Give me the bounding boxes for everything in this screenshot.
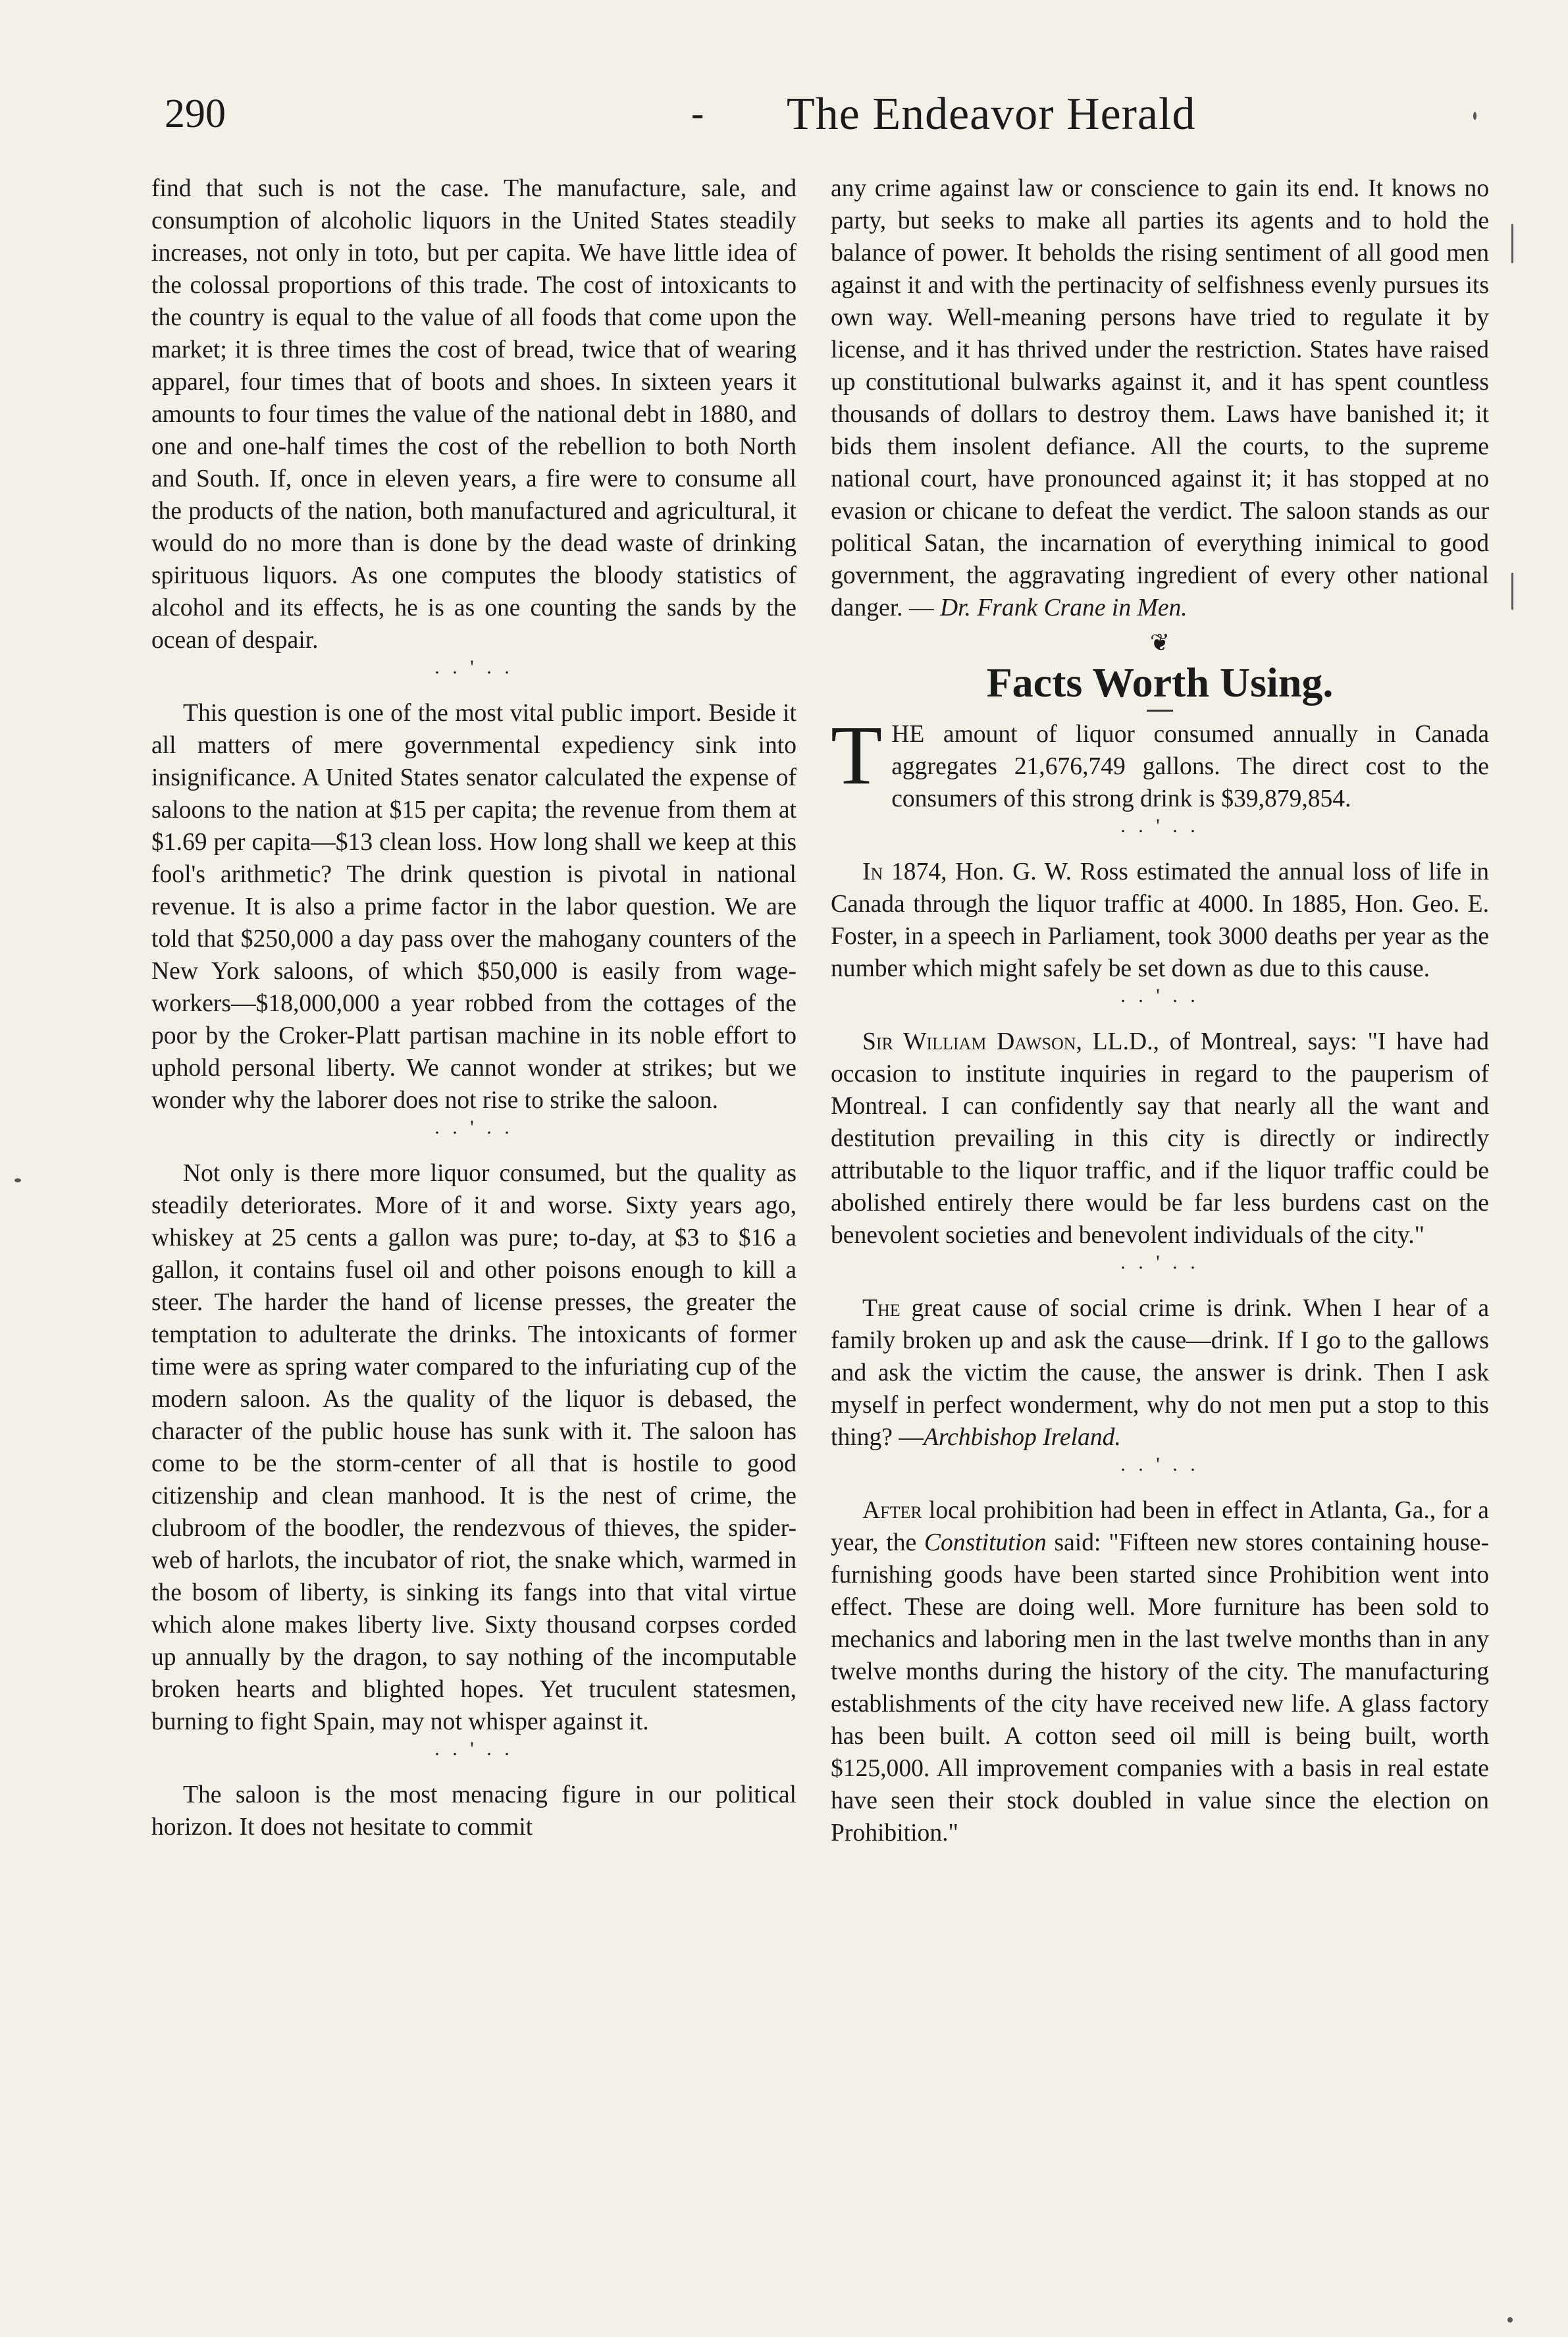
fact-paragraph-2 [831, 856, 1489, 985]
fact-paragraph-4 [831, 1292, 1489, 1454]
left-paragraph-3: Not only is there more liquor consumed, but the quality as steadily deteriorates. More of it and worse. Sixty years ago, whiskey at 25 cents a gallon was pure; to-day, at $3 to $16 a gallon, it contains fusel oil and other poisons enough to kill a steer. The harder the hand of license presses, the greater the temptation to adulterate the drinks. The intoxicants of former time were as spring water compared to the infuriating cup of the modern saloon. As the quality of the liquor is debased, the character of the public house has sunk with it. The saloon has come to be the storm-center of all that is hostile to good citizenship and clean manhood. It is the nest of crime, the clubroom of the boodler, the rendezvous of thieves, the spider-web of harlots, the incubator of riot, the snake which, warmed in the bosom of liberty, is sinking its fangs into that vital virtue which alone makes liberty live. Sixty thousand corpses corded up annually by the dragon, to say nothing of the incomputable broken hearts and blighted hopes. Yet truculent statesmen, burning to fight Spain, may not whisper against it. [151, 1160, 797, 1735]
lead-word: The [862, 1295, 901, 1322]
page-header [165, 86, 1475, 158]
paragraph-separator: . . ' . . [434, 656, 513, 678]
lead-word: Sir William Dawson, [862, 1028, 1082, 1055]
paragraph-separator: . . ' . . [1120, 1454, 1199, 1475]
print-speck [1511, 224, 1513, 263]
fact-5-text-a: local prohibition had been in effect in Atlanta, Ga., for a year, the [831, 1497, 1489, 1556]
left-column [151, 172, 797, 1843]
right-paragraph-1-text: any crime against law or conscience to gain its end. It knows no party, but seeks to make all parties its agents and to hold the balance of power. It beholds the rising sentiment of all good men against it and with the pertinacity of selfishness evenly pursues its own way. Well-meaning persons have tried to regulate it by license, and it has thrived under the restriction. States have raised up constitutional bulwarks against it, and it has spent countless thousands of dollars to destroy them. Laws have banished it; it bids them insolent defiance. All the courts, to the supreme national court, have pronounced against it; it has stopped at no evasion or chicane to defeat the verdict. The saloon stands as our political Satan, the incarnation of everything inimical to good government, the aggravating ingredient of every other national danger. — [831, 175, 1489, 621]
journal-title: The Endeavor Herald [787, 89, 1196, 140]
paragraph-separator: . . ' . . [1120, 985, 1199, 1007]
fact-paragraph-3 [831, 1026, 1489, 1251]
fact-2-text: 1874, Hon. G. W. Ross estimated the annual loss of life in Canada through the liquor traffic at 4000. In 1885, Hon. Geo. E. Foster, in a speech in Parliament, took 3000 deaths per year as the number which might safely be set down as due to this cause. [831, 858, 1489, 982]
ornament-icon: ❦ [1149, 629, 1170, 656]
lead-word: In [862, 858, 883, 885]
lead-word: After [862, 1497, 922, 1524]
paragraph-separator: . . ' . . [1120, 1251, 1199, 1273]
fact-paragraph-5 [831, 1494, 1489, 1849]
fact-1-text: HE amount of liquor consumed annually in Canada aggregates 21,676,749 gallons. The direct cost to the consumers of this strong drink is $39,879,854. [891, 721, 1489, 812]
print-speck [1511, 573, 1513, 610]
fact-4-text: great cause of social crime is drink. When I hear of a family broken up and ask the cause—drink. If I go to the gallows and ask the victim the cause, the answer is drink. Then I ask myself in perfect wonderment, why do not men put a stop to this thing? — [831, 1295, 1489, 1451]
header-separator: - [691, 92, 704, 134]
left-paragraph-2: This question is one of the most vital public import. Beside it all matters of mere governmental expediency sink into insignificance. A United States senator calculated the expense of saloons to the nation at $15 per capita; the revenue from them at $1.69 per capita—$13 clean loss. How long shall we keep at this fool's arithmetic? The drink question is pivotal in national revenue. It is also a prime factor in the labor question. We are told that $250,000 a day pass over the mahogany counters of the New York saloons, of which $50,000 is easily from wage-workers—$18,000,000 a year robbed from the cottages of the poor by the Croker-Platt partisan machine in its noble effort to uphold personal liberty. We cannot wonder at strikes; but we wonder why the laborer does not rise to strike the saloon. [151, 700, 797, 1114]
paragraph-separator: . . ' . . [434, 1116, 513, 1138]
paragraph-separator: . . ' . . [434, 1738, 513, 1760]
left-paragraph-1: find that such is not the case. The manufacture, sale, and consumption of alcoholic liquors in the United States steadily increases, not only in toto, but per capita. We have little idea of the colossal proportions of this trade. The cost of intoxicants to the country is equal to the value of all foods that come upon the market; it is three times the cost of bread, twice that of wearing apparel, four times that of boots and shoes. In sixteen years it amounts to four times the value of the national debt in 1880, and one and one-half times the cost of the rebellion to both North and South. If, once in eleven years, a fire were to consume all the products of the nation, both manufactured and agricultural, it would do no more than is done by the dead waste of drinking spirituous liquors. As one computes the bloody statistics of alcohol and its effects, he is as one counting the sands by the ocean of despair. [151, 175, 797, 654]
fact-3-text: LL.D., of Montreal, says: "I have had occasion to institute inquiries in regard to the pauperism of Montreal. I can confidently say that nearly all the want and destitution prevailing in this city is directly or indirectly attributable to the liquor traffic, and if the liquor traffic could be abolished entirely there would be far less burdens cast on the benevolent societies and benevolent individuals of the city." [831, 1028, 1490, 1249]
print-speck [14, 1178, 21, 1182]
title-rule [1147, 710, 1173, 712]
print-speck [1507, 2317, 1513, 2323]
print-speck [1473, 112, 1477, 120]
page-number: 290 [165, 92, 226, 136]
paragraph-separator: . . ' . . [1120, 815, 1199, 837]
fact-paragraph-1 [831, 708, 1489, 815]
drop-cap: T [831, 708, 883, 802]
newspaper-name: Constitution [924, 1529, 1047, 1556]
left-paragraph-4: The saloon is the most menacing figure in our political horizon. It does not hesitate to commit [151, 1781, 797, 1841]
right-paragraph-1 [831, 172, 1489, 624]
attribution: Archbishop Ireland. [923, 1424, 1121, 1451]
fact-5-text-b: said: "Fifteen new stores containing house-furnishing goods have been started since Prohibition went into effect. These are doing well. More furniture has been sold to mechanics and laboring men in the last twelve months than in any twelve months during the history of the city. The manufacturing establishments of the city have received new life. A glass factory has been built. A cotton seed oil mill is being built, worth $125,000. All improvement companies with a basis in real estate have seen their stock doubled in value since the election on Prohibition." [831, 1529, 1489, 1847]
right-column [831, 172, 1489, 1849]
attribution: Dr. Frank Crane in Men. [939, 594, 1188, 621]
section-title: Facts Worth Using. [986, 659, 1334, 706]
